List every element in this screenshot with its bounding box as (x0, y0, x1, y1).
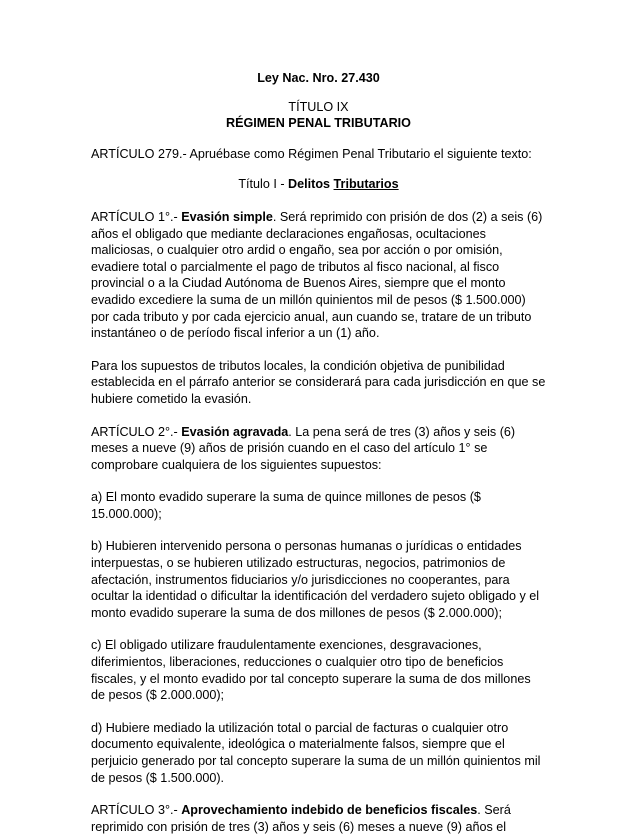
article-2-item-c: c) El obligado utilizare fraudulentamente exenciones, desgravaciones, diferimientos, liberaciones, reducciones o cualquier otro tipo de beneficios fiscales, y el monto evadido por tal concepto superare la suma de dos millones de pesos ($ 2.000.000); (91, 638, 531, 703)
article-2-item-a: a) El monto evadido superare la suma de quince millones de pesos ($ 15.000.000); (91, 490, 481, 521)
article-2-item-b: b) Hubieren intervenido persona o personas humanas o jurídicas o entidades interpuestas, o se hubieren utilizado estructuras, negocios, patrimonios de afectación, instrumentos fiduciarios y/o jurisdicciones no cooperantes, para ocultar la identidad o dificultar la identificación del verdadero sujeto obligado y el monto evadido superare la suma de dos millones de pesos ($ 2.000.000); (91, 539, 540, 620)
article-1-label: ARTÍCULO 1°.- (91, 209, 182, 224)
article-2 (91, 424, 546, 474)
article-1-text: . Será reprimido con prisión de dos (2) a seis (6) años el obligado que mediante declaraciones engañosas, ocultaciones maliciosas, o cualquier otro ardid o engaño, sea por acción o por omisión, evadiere total o parcialmente el pago de tributos al fisco nacional, al fisco provincial o a la Ciudad Autónoma de Buenos Aires, siempre que el monto evadido excediere la suma de un millón quinientos mil de pesos ($ 1.500.000) por cada tributo y por cada ejercicio anual, aun cuando se, tratare de un tributo instantáneo o de período fiscal inferior a un (1) año. (91, 209, 543, 341)
article-279: ARTÍCULO 279.- Apruébase como Régimen Penal Tributario el siguiente texto: (91, 146, 532, 161)
article-3-label: ARTÍCULO 3°.- (91, 803, 182, 818)
article-2-text: . La pena será de tres (3) años y seis (6) meses a nueve (9) años de prisión cuando en el caso del artículo 1° se comprobare cualquiera de los siguientes supuestos: (91, 424, 516, 472)
article-1-heading: Evasión simple (181, 209, 273, 224)
section-title-prefix: Título I - (238, 177, 289, 192)
article-3-text: . Será reprimido con prisión de tres (3) años y seis (6) meses a nueve (9) años el (91, 803, 511, 834)
article-1 (91, 209, 546, 342)
section-title (91, 176, 546, 193)
section-title-underlined: Tributarios (333, 177, 399, 192)
article-2-heading: Evasión agravada (181, 424, 289, 439)
law-title: Ley Nac. Nro. 27.430 (257, 71, 380, 85)
title-number: TÍTULO IX (288, 99, 349, 114)
article-3 (91, 802, 546, 835)
article-2-label: ARTÍCULO 2°.- (91, 424, 182, 439)
section-title-bold: Delitos (288, 177, 334, 192)
article-1-paragraph-2: Para los supuestos de tributos locales, la condición objetiva de punibilidad establecida en el párrafo anterior se considerará para cada jurisdicción en que se hubiere cometido la evasión. (91, 358, 546, 406)
document-body (91, 70, 546, 835)
article-2-item-d: d) Hubiere mediado la utilización total o parcial de facturas o cualquier otro documento equivalente, ideológica o materialmente falsos, siempre que el perjuicio generado por tal concepto superare la suma de un millón quinientos mil de pesos ($ 1.500.000). (91, 720, 541, 785)
title-name: RÉGIMEN PENAL TRIBUTARIO (226, 116, 411, 131)
article-3-heading: Aprovechamiento indebido de beneficios fiscales (181, 803, 478, 818)
